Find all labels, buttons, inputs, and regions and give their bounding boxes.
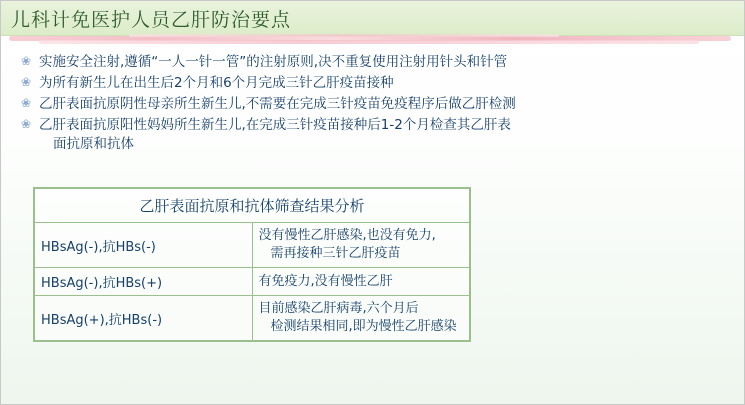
table-row: [35, 223, 470, 268]
flower-bullet-icon: ❀: [21, 75, 32, 89]
decorative-brush-stroke: [9, 34, 731, 46]
result-cell: [252, 268, 470, 296]
table-header-row: [35, 189, 470, 223]
marker-cell: HBsAg(-),抗HBs(-): [35, 223, 253, 268]
table-title: 乙肝表面抗原和抗体筛查结果分析: [35, 189, 470, 223]
brush-stroke-3: [129, 34, 559, 37]
flower-bullet-icon: ❀: [21, 117, 32, 131]
page-title: 儿科计免医护人员乙肝防治要点: [11, 9, 292, 31]
result-cell: [252, 296, 470, 341]
result-line: 检测结果相同,即为慢性乙肝感染: [270, 319, 457, 334]
list-item-text: 为所有新生儿在出生后2个月和6个月完成三针乙肝疫苗接种: [39, 75, 394, 91]
result-line: 目前感染乙肝病毒,六个月后: [258, 301, 419, 316]
list-item: [19, 74, 729, 93]
list-item: [19, 53, 729, 72]
brush-stroke-2: [39, 40, 699, 44]
list-item-text-continued: 面抗原和抗体: [53, 136, 134, 152]
table-row: [35, 268, 470, 296]
results-table: [34, 188, 470, 341]
list-item-text: 实施安全注射,遵循“一人一针一管”的注射原则,决不重复使用注射用针头和针管: [39, 54, 508, 70]
result-line: 没有慢性乙肝感染,也没有免力,: [258, 228, 436, 243]
title-bar: [1, 1, 745, 36]
flower-bullet-icon: ❀: [21, 54, 32, 68]
result-line: 有免疫力,没有慢性乙肝: [258, 273, 393, 289]
list-item-text: 乙肝表面抗原阴性母亲所生新生儿,不需要在完成三针疫苗免疫程序后做乙肝检测: [39, 96, 516, 112]
flower-bullet-icon: ❀: [21, 96, 32, 110]
table-row: [35, 296, 470, 341]
list-item-text: 乙肝表面抗原阳性妈妈所生新生儿,在完成三针疫苗接种后1-2个月检查其乙肝表: [39, 117, 511, 133]
bullet-list: [19, 53, 729, 156]
marker-cell: HBsAg(+),抗HBs(-): [35, 296, 253, 341]
result-cell: [252, 223, 470, 268]
list-item: [19, 116, 729, 154]
list-item: [19, 95, 729, 114]
marker-cell: HBsAg(-),抗HBs(+): [35, 268, 253, 296]
results-table-container: [33, 187, 471, 342]
result-line: 需再接种三针乙肝疫苗: [270, 246, 401, 261]
